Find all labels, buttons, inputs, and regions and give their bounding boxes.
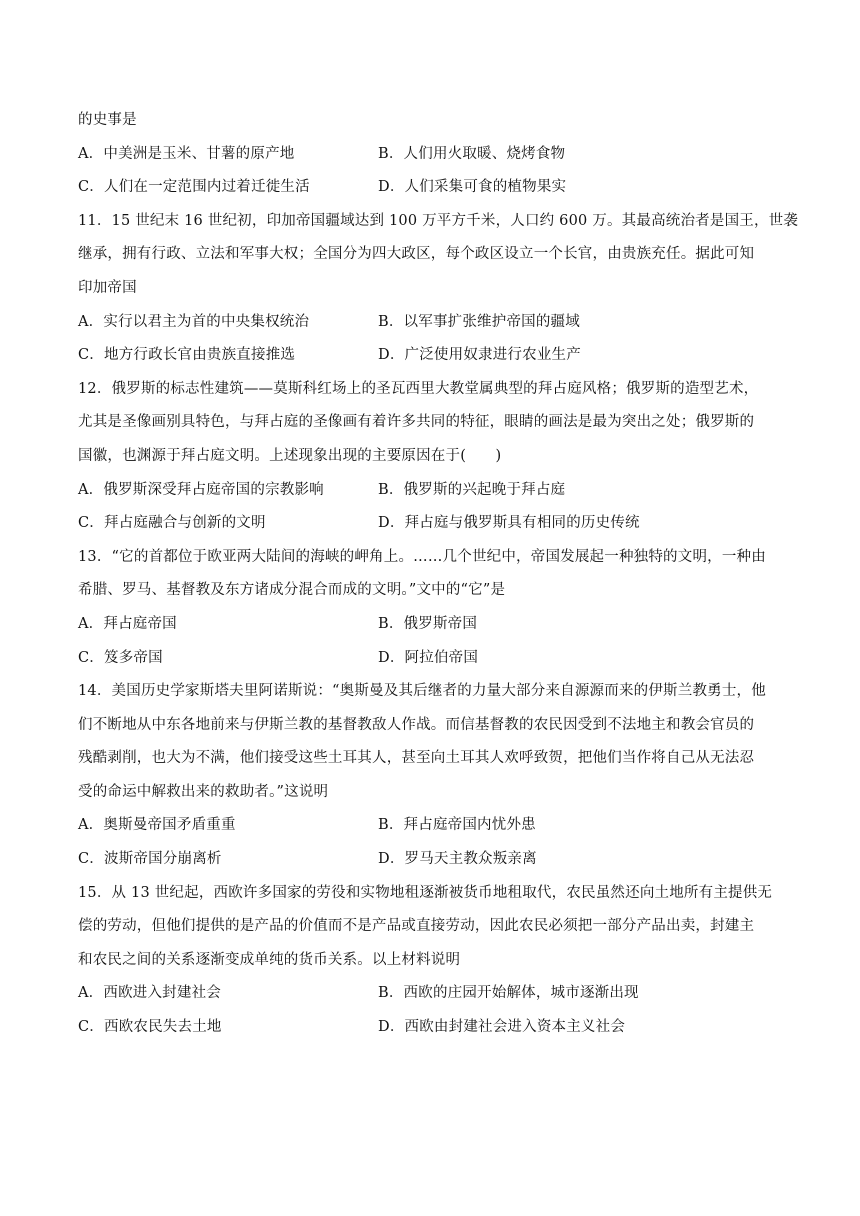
q12-options-row-1 bbox=[78, 474, 784, 508]
q15-stem-line-3: 和农民之间的关系逐渐变成单纯的货币关系。以上材料说明 bbox=[78, 951, 461, 968]
q12-stem-line-3: 国徽，也渊源于拜占庭文明。上述现象出现的主要原因在于( ) bbox=[78, 447, 502, 464]
q14-stem-line-1: 14．美国历史学家斯塔夫里阿诺斯说：“奥斯曼及其后继者的力量大部分来自源源而来的伊斯兰教勇士，他 bbox=[78, 683, 766, 700]
q15-options-row-1 bbox=[78, 977, 784, 1011]
q13-stem-line-2: 希腊、罗马、基督教及东方诸成分混合而成的文明。”文中的“它”是 bbox=[78, 582, 506, 599]
q11-stem-line-1: 11．15 世纪末 16 世纪初，印加帝国疆域达到 100 万平方千米，人口约 600 万。其最高统治者是国王，世袭 bbox=[78, 212, 799, 229]
q15-option-b[interactable]: B．西欧的庄园开始解体，城市逐渐出现 bbox=[378, 985, 639, 1002]
q14-option-d[interactable]: D．罗马天主教众叛亲离 bbox=[378, 851, 537, 868]
q14-stem-line-4: 受的命运中解救出来的救助者。”这说明 bbox=[78, 783, 329, 800]
q14-option-c[interactable]: C．波斯帝国分崩离析 bbox=[78, 851, 222, 868]
q15-stem-line-2: 偿的劳动，但他们提供的是产品的价值而不是产品或直接劳动，因此农民必须把一部分产品出卖，封建主 bbox=[78, 918, 755, 935]
q12-options-row-2 bbox=[78, 507, 784, 541]
q15-option-c[interactable]: C．西欧农民失去土地 bbox=[78, 1019, 222, 1036]
q12-stem-line-1: 12．俄罗斯的标志性建筑——莫斯科红场上的圣瓦西里大教堂属典型的拜占庭风格；俄罗斯的造型艺术， bbox=[78, 380, 759, 397]
q11-stem-line-2: 继承，拥有行政、立法和军事大权；全国分为四大政区，每个政区设立一个长官，由贵族充任。据此可知 bbox=[78, 246, 755, 263]
q12-option-d[interactable]: D．拜占庭与俄罗斯具有相同的历史传统 bbox=[378, 515, 640, 532]
q10-option-d[interactable]: D．人们采集可食的植物果实 bbox=[378, 179, 567, 196]
q11-stem-line-3: 印加帝国 bbox=[78, 279, 137, 296]
q13-option-a[interactable]: A．拜占庭帝国 bbox=[78, 615, 177, 632]
q11-option-d[interactable]: D．广泛使用奴隶进行农业生产 bbox=[378, 347, 581, 364]
q10-option-c[interactable]: C．人们在一定范围内过着迁徙生活 bbox=[78, 179, 310, 196]
q14-stem-line-2: 们不断地从中东各地前来与伊斯兰教的基督教敌人作战。而信基督教的农民因受到不法地主和教会官员的 bbox=[78, 716, 755, 733]
q11-option-b[interactable]: B．以军事扩张维护帝国的疆域 bbox=[378, 313, 580, 330]
q14-options-row-1 bbox=[78, 809, 784, 843]
q10-options-row-2 bbox=[78, 171, 784, 205]
q14-option-a[interactable]: A．奥斯曼帝国矛盾重重 bbox=[78, 817, 236, 834]
q11-option-c[interactable]: C．地方行政长官由贵族直接推选 bbox=[78, 347, 296, 364]
q15-option-a[interactable]: A．西欧进入封建社会 bbox=[78, 985, 221, 1002]
q11-options-row-1 bbox=[78, 306, 784, 340]
q13-option-c[interactable]: C．笈多帝国 bbox=[78, 649, 163, 666]
q15-options-row-2 bbox=[78, 1011, 784, 1045]
q11-option-a[interactable]: A．实行以君主为首的中央集权统治 bbox=[78, 313, 310, 330]
q13-option-d[interactable]: D．阿拉伯帝国 bbox=[378, 649, 479, 666]
q14-option-b[interactable]: B．拜占庭帝国内忧外患 bbox=[378, 817, 536, 834]
q15-option-d[interactable]: D．西欧由封建社会进入资本主义社会 bbox=[378, 1019, 626, 1036]
q12-stem-line-2: 尤其是圣像画别具特色，与拜占庭的圣像画有着许多共同的特征，眼睛的画法是最为突出之处；俄罗斯的 bbox=[78, 414, 755, 431]
q12-option-b[interactable]: B．俄罗斯的兴起晚于拜占庭 bbox=[378, 481, 566, 498]
q10-options-row-1 bbox=[78, 138, 784, 172]
q14-stem-line-3: 残酷剥削，也大为不满，他们接受这些土耳其人，甚至向土耳其人欢呼致贺，把他们当作将自己从无法忍 bbox=[78, 750, 755, 767]
q10-option-a[interactable]: A．中美洲是玉米、甘薯的原产地 bbox=[78, 145, 295, 162]
q13-options-row-1 bbox=[78, 608, 784, 642]
q13-option-b[interactable]: B．俄罗斯帝国 bbox=[378, 615, 478, 632]
q12-option-c[interactable]: C．拜占庭融合与创新的文明 bbox=[78, 515, 266, 532]
q12-option-a[interactable]: A．俄罗斯深受拜占庭帝国的宗教影响 bbox=[78, 481, 324, 498]
q13-stem-line-1: 13．“它的首都位于欧亚两大陆间的海峡的岬角上。……几个世纪中，帝国发展起一种独特的文明，一种由 bbox=[78, 548, 766, 565]
q13-options-row-2 bbox=[78, 642, 784, 676]
q11-options-row-2 bbox=[78, 339, 784, 373]
q10-stem-tail: 的史事是 bbox=[78, 112, 137, 128]
q14-options-row-2 bbox=[78, 843, 784, 877]
q15-stem-line-1: 15．从 13 世纪起，西欧许多国家的劳役和实物地租逐渐被货币地租取代，农民虽然还向土地所有主提供无 bbox=[78, 884, 773, 901]
q10-option-b[interactable]: B．人们用火取暖、烧烤食物 bbox=[378, 145, 566, 162]
question-list bbox=[78, 104, 799, 1045]
